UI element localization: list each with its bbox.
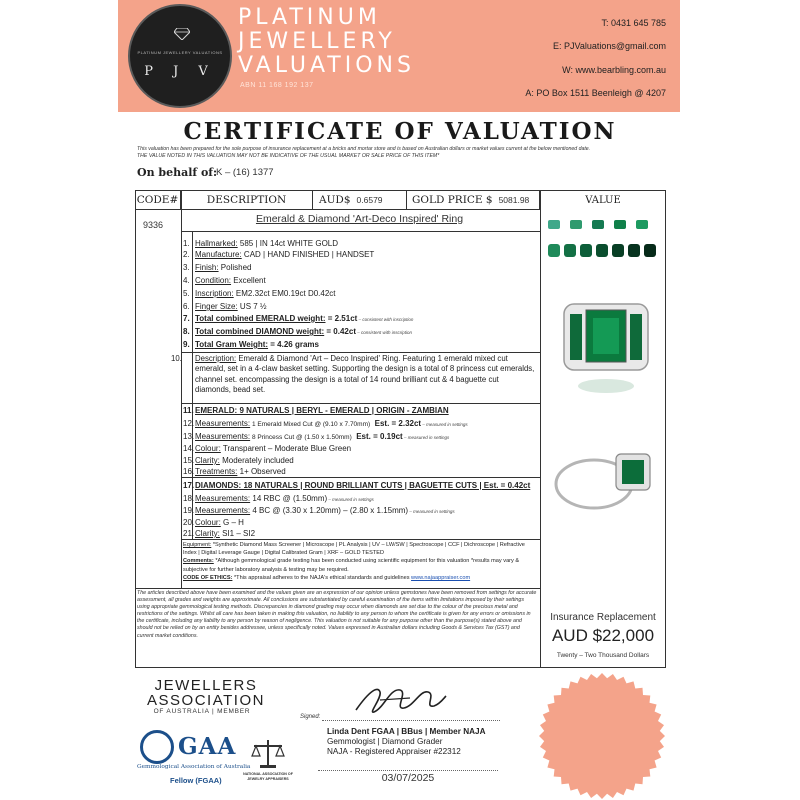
abn-number: ABN 11 168 192 137 — [240, 82, 314, 89]
disclaimer-line: THE VALUE NOTED IN THIS VALUATION MAY NOT BE INDICATIVE OF THE USUAL MARKET OR SALE PRICE OF THIS ITEM* — [137, 153, 440, 159]
item-code: 9336 — [143, 220, 164, 230]
naja-label: NATIONAL ASSOCIATION OF JEWELRY APPRAISERS — [243, 772, 293, 781]
detail-row: 3. Finish: Polished — [183, 263, 252, 272]
header-value: VALUE — [585, 195, 621, 206]
colour-sample — [644, 244, 656, 257]
header-gold-price: GOLD PRICE $ 5081.98 — [407, 190, 540, 210]
ja-member-label: OF AUSTRALIA | MEMBER — [153, 708, 251, 715]
colour-sample — [548, 220, 560, 229]
signer-name: Linda Dent FGAA | BBus | Member NAJA — [327, 727, 486, 736]
detail-row: 6. Finger Size: US 7 ½ — [183, 302, 267, 311]
ring-top-view-image — [556, 290, 656, 400]
disclaimer-line: This valuation has been prepared for the sole purpose of insurance replacement at a bricks and mortar store and is based on Australian dollars or market values current at the below mentioned date. — [137, 146, 591, 152]
row-divider — [135, 588, 540, 589]
insurance-value-words: Twenty – Two Thousand Dollars — [556, 652, 650, 659]
valuation-disclaimer — [137, 146, 667, 160]
ring-side-view-image — [552, 440, 662, 520]
signer-title: Gemmologist | Diamond Grader — [327, 737, 443, 746]
emerald-heading: 11.EMERALD: 9 NATURALS | BERYL - EMERALD | ORIGIN - ZAMBIAN — [183, 406, 449, 415]
column-divider — [181, 190, 182, 588]
description-paragraph: 10. Description: Emerald & Diamond 'Art – Deco Inspired' Ring. Featuring 1 emerald mixed cut emerald, set in a 4-claw basket setting. Supporting the design is a total of 8 princess cut emeralds, channel set. encompassing the design is a total of 14 round brilliant cut & 4 baguette cut diamonds, bead set. — [171, 354, 535, 395]
row-divider — [181, 403, 540, 404]
colour-sample — [636, 220, 648, 229]
emerald-row: 15.Clarity: Moderately included — [183, 456, 294, 465]
gaa-logo-text: GAA — [178, 733, 237, 760]
contact-address: A: PO Box 1511 Beenleigh @ 4207 — [525, 88, 666, 98]
header-aud: AUD$ 0.6579 — [313, 190, 407, 210]
brand-line: PLATINUM — [238, 5, 381, 30]
colour-sample — [612, 244, 624, 257]
valuation-date: 03/07/2025 — [381, 772, 435, 784]
emerald-row: 14.Colour: Transparent – Moderate Blue Green — [183, 444, 352, 453]
item-title: Emerald & Diamond 'Art-Deco Inspired' Ring — [255, 213, 464, 225]
naja-link[interactable]: www.najaappraiser.com — [411, 574, 471, 581]
colour-sample — [628, 244, 640, 257]
colour-sample — [548, 244, 560, 257]
on-behalf-label: On behalf of: — [137, 166, 218, 179]
diamond-row: 19.Measurements: 4 BC @ (3.30 x 1.20mm) – (2.80 x 1.15mm) – measured in settings — [183, 506, 455, 515]
on-behalf-value: K – (16) 1377 — [216, 167, 274, 178]
logo-text: PLATINUM JEWELLERY VALUATIONS — [137, 50, 223, 55]
emerald-row: 13.Measurements: 8 Princess Cut @ (1.50 x 1.50mm) Est. = 0.19ct – measured in settings — [183, 432, 450, 441]
header-description: DESCRIPTION — [181, 190, 313, 210]
brand-line: VALUATIONS — [238, 53, 415, 78]
colour-sample — [570, 220, 582, 229]
equipment-notes — [183, 541, 535, 582]
legal-footer: The articles described above have been examined and the values given are an expression of our opinion unless gemstones have been removed from settings for accurate assessment, all grades and weights are approximate. All conclusions are substantiated by careful examination of the items within limitations imposed by their settings using appropriate gemmological testing methods. Discrepancies in diamond grading may occur when diamonds are set due to the colour of the precious metal and restrictions of the settings. Whilst all care has been taken in making this valuation, no liability to any person to whom the certificate is given for any errors or omissions in the certificate, including any liability to any person by reason of negligence. This valuation is not suitable for any purpose other than the purpose(s) stated above and should not be relied on by an entity besides addressee, unless specifically noted. Values expressed in Australian dollars including Goods & Services Tax (GST) and current market conditions. — [137, 590, 537, 639]
contact-website[interactable]: W: www.bearbling.com.au — [562, 65, 666, 75]
colour-sample — [592, 220, 604, 229]
emerald-colour-chart — [542, 214, 664, 270]
diamond-heading: 17.DIAMONDS: 18 NATURALS | ROUND BRILLIANT CUTS | BAGUETTE CUTS | Est. = 0.42ct — [183, 481, 531, 490]
diamond-icon — [174, 28, 190, 40]
company-logo — [128, 4, 232, 108]
scales-icon — [250, 738, 286, 770]
gaa-emblem-icon — [140, 730, 174, 764]
diamond-row: 20.Colour: G – H — [183, 518, 244, 527]
insurance-label: Insurance Replacement — [550, 612, 656, 623]
contact-email[interactable]: E: PJValuations@gmail.com — [552, 41, 666, 51]
gold-price-value: 5081.98 — [498, 194, 530, 205]
row-divider — [181, 352, 540, 353]
gaa-fellow-label: Fellow (FGAA) — [170, 776, 222, 785]
brand-name — [238, 6, 415, 78]
emerald-row: 16.Treatments: 1+ Observed — [183, 467, 286, 476]
detail-row: 2. Manufacture: CAD | HAND FINISHED | HANDSET — [183, 250, 375, 259]
aud-rate: 0.6579 — [356, 194, 383, 205]
brand-line: JEWELLERY — [238, 29, 396, 54]
diamond-row: 18.Measurements: 14 RBC @ (1.50mm) – measured in settings — [183, 494, 374, 503]
total-row: 7. Total combined EMERALD weight: = 2.51ct – consistent with inscription — [183, 314, 414, 323]
signed-label: Signed: — [300, 714, 321, 720]
detail-row: 5. Inscription: EM2.32ct EM0.19ct D0.42ct — [183, 289, 336, 298]
total-row: 9. Total Gram Weight: = 4.26 grams — [183, 340, 319, 349]
contact-phone: T: 0431 645 785 — [601, 18, 666, 28]
colour-sample — [596, 244, 608, 257]
header-band — [118, 0, 680, 112]
date-line — [318, 770, 498, 771]
ja-line: ASSOCIATION — [147, 692, 265, 709]
signature-line — [322, 720, 500, 721]
colour-sample — [564, 244, 576, 257]
header-code: CODE# — [135, 190, 181, 210]
colour-sample — [614, 220, 626, 229]
total-row: 8. Total combined DIAMOND weight: = 0.42ct – consistent with inscription — [183, 327, 413, 336]
insurance-value: AUD $22,000 — [551, 626, 655, 645]
detail-row: 4. Condition: Excellent — [183, 276, 266, 285]
ethics-line: CODE OF ETHICS: *This appraisal adheres to the NAJA's ethical standards and guidelines www.najaappraiser.com — [183, 574, 471, 581]
column-divider — [540, 190, 541, 668]
emerald-row: 12.Measurements: 1 Emerald Mixed Cut @ (9.10 x 7.70mm) Est. = 2.32ct – measured in settings — [183, 419, 468, 428]
certificate-title: CERTIFICATE OF VALUATION — [183, 118, 617, 145]
gaa-full-name: Gemmological Association of Australia — [137, 764, 251, 770]
detail-row: 1. Hallmarked: 585 | IN 14ct WHITE GOLD — [183, 239, 339, 248]
row-divider — [181, 477, 540, 478]
row-divider — [181, 231, 540, 232]
equipment-line: Equipment: *Synthetic Diamond Mass Screener | Microscope | PL Analysis | UV – LW/SW | Spectroscope | CCF | Dichroscope | Refractive Index | Digital Leverage Gauge | Digital Calibrated Gram | XRF – GOLD TESTED — [183, 542, 525, 557]
seal-shape — [539, 673, 665, 799]
ja-line: JEWELLERS — [154, 677, 258, 694]
signature-image — [350, 680, 450, 720]
logo-initials: P J V — [144, 64, 216, 79]
certificate-seal — [538, 672, 666, 800]
signer-details — [327, 727, 486, 757]
row-divider — [181, 539, 540, 540]
comments-line: Comments: *Although gemmological grade testing has been conducted using scientific equipment for this valuation *results may vary & subjective for further laboratory analysis & testing may be required. — [183, 558, 520, 573]
diamond-row: 21.Clarity: SI1 – SI2 — [183, 529, 256, 538]
jewellers-association-logo — [146, 678, 266, 708]
colour-sample — [580, 244, 592, 257]
signer-registration: NAJA - Registered Appraiser #22312 — [327, 747, 461, 756]
